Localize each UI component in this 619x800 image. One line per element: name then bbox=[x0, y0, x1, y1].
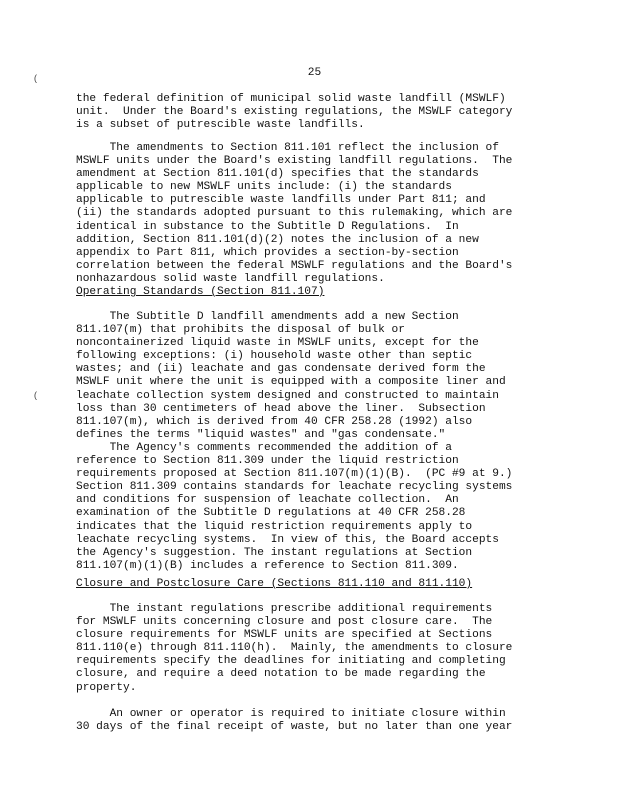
text-line: MSWLF units under the Board's existing landfill regulations. The bbox=[76, 155, 513, 168]
section-heading-closure-postclosure: Closure and Postclosure Care (Sections 811.110 and 811.110) bbox=[76, 578, 473, 590]
text-line: The Subtitle D landfill amendments add a new Section bbox=[76, 311, 459, 323]
paragraph-agency-comments bbox=[76, 442, 556, 573]
section-heading-operating-standards: Operating Standards (Section 811.107) bbox=[76, 286, 325, 298]
text-line: applicable to putrescible waste landfills under Part 811; and bbox=[76, 194, 486, 207]
text-line: identical in substance to the Subtitle D Regulations. In bbox=[76, 220, 459, 233]
text-line: closure requirements for MSWLF units are specified at Sections bbox=[76, 629, 493, 642]
text-line: reference to Section 811.309 under the liquid restriction bbox=[76, 455, 459, 468]
text-line: correlation between the federal MSWLF regulations and the Board's bbox=[76, 259, 513, 272]
text-line: loss than 30 centimeters of head above the liner. Subsection bbox=[76, 402, 486, 415]
page-number: 25 bbox=[307, 67, 322, 79]
text-line: requirements proposed at Section 811.107(m)(1)(B). (PC #9 at 9.) bbox=[76, 468, 513, 481]
text-line: The instant regulations prescribe additional requirements bbox=[76, 603, 493, 615]
text-line: wastes; and (ii) leachate and gas condensate derived form the bbox=[76, 363, 486, 376]
text-line: for MSWLF units concerning closure and post closure care. The bbox=[76, 616, 493, 629]
text-line: following exceptions: (i) household waste other than septic bbox=[76, 350, 473, 363]
text-line: 30 days of the final receipt of waste, but no later than one year bbox=[76, 721, 513, 734]
text-line: examination of the Subtitle D regulations at 40 CFR 258.28 bbox=[76, 507, 466, 520]
margin-mark: ( bbox=[33, 74, 39, 84]
paragraph-federal-definition bbox=[76, 93, 556, 132]
text-line: 811.107(m)(1)(B) includes a reference to Section 811.309. bbox=[76, 559, 459, 572]
text-line: nonhazardous solid waste landfill regulations. bbox=[76, 272, 385, 285]
text-line: addition, Section 811.101(d)(2) notes the inclusion of a new bbox=[76, 233, 479, 246]
paragraph-subtitle-d-amendments bbox=[76, 311, 556, 442]
text-line: noncontainerized liquid waste in MSWLF units, except for the bbox=[76, 337, 479, 350]
text-line: (ii) the standards adopted pursuant to this rulemaking, which are bbox=[76, 207, 513, 220]
text-line: The Agency's comments recommended the addition of a bbox=[76, 442, 452, 454]
text-line: requirements specify the deadlines for initiating and completing bbox=[76, 655, 506, 668]
text-line: the federal definition of municipal solid waste landfill (MSWLF) bbox=[76, 93, 506, 105]
paragraph-amendments-811-101 bbox=[76, 142, 556, 286]
text-line: the Agency's suggestion. The instant regulations at Section bbox=[76, 546, 473, 559]
text-line: 811.107(m), which is derived from 40 CFR 258.28 (1992) also bbox=[76, 415, 473, 428]
text-line: leachate collection system designed and constructed to maintain bbox=[76, 389, 499, 402]
text-line: leachate recycling systems. In view of this, the Board accepts bbox=[76, 533, 499, 546]
text-line: MSWLF unit where the unit is equipped with a composite liner and bbox=[76, 376, 506, 389]
text-line: and conditions for suspension of leachate collection. An bbox=[76, 494, 459, 507]
text-line: Section 811.309 contains standards for leachate recycling systems bbox=[76, 481, 513, 494]
text-line: closure, and require a deed notation to be made regarding the bbox=[76, 668, 486, 681]
text-line: indicates that the liquid restriction requirements apply to bbox=[76, 520, 473, 533]
text-line: is a subset of putrescible waste landfills. bbox=[76, 119, 365, 132]
paragraph-initiate-closure bbox=[76, 708, 556, 734]
paragraph-closure-requirements bbox=[76, 603, 556, 695]
text-line: An owner or operator is required to initiate closure within bbox=[76, 708, 506, 720]
text-line: defines the terms "liquid wastes" and "gas condensate." bbox=[76, 428, 446, 441]
text-line: 811.107(m) that prohibits the disposal of bulk or bbox=[76, 324, 405, 337]
text-line: amendment at Section 811.101(d) specifies that the standards bbox=[76, 168, 479, 181]
text-line: unit. Under the Board's existing regulations, the MSWLF category bbox=[76, 106, 513, 119]
margin-mark: ( bbox=[33, 391, 39, 401]
text-line: 811.110(e) through 811.110(h). Mainly, the amendments to closure bbox=[76, 642, 513, 655]
text-line: appendix to Part 811, which provides a section-by-section bbox=[76, 246, 459, 259]
text-line: The amendments to Section 811.101 reflect the inclusion of bbox=[76, 142, 499, 154]
text-line: property. bbox=[76, 681, 137, 694]
text-line: applicable to new MSWLF units include: (i) the standards bbox=[76, 181, 452, 194]
